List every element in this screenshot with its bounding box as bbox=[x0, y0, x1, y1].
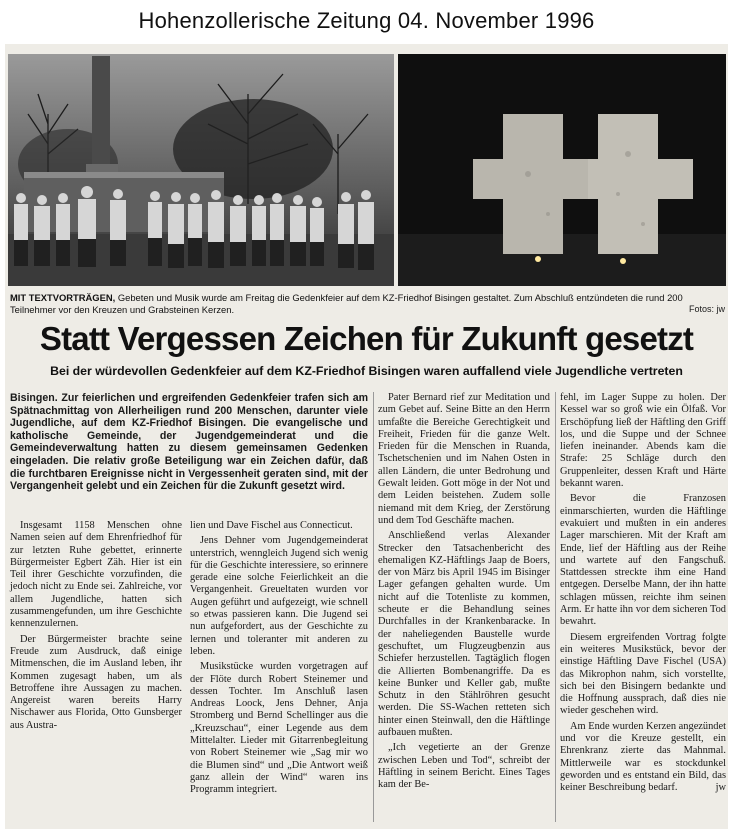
column-divider bbox=[373, 392, 374, 822]
article-subheadline: Bei der würdevollen Gedenkfeier auf dem KZ-Friedhof Bisingen waren auffallend viele Jugendliche vertreten bbox=[50, 364, 683, 378]
article-intro bbox=[10, 392, 368, 493]
intro-text: Zur feierlichen und ergreifenden Gedenkfeier trafen sich am Spätnachmittag von Allerheiligen rund 200 Menschen, darunter viele Jugendliche, auf dem KZ-Friedhof Bisingen. Die evangelische und katholische Gemeinde, der Jugendgemeinderat und die Gemeindeverwaltung hatten zu diesem gemeinsamen Gedenken eingeladen. Die relativ große Beteiligung war ein Zeichen dafür, daß die furchtbaren Ereignisse nicht in Vergessenheit geraten sind, mit der Vergangenheit gelebt und ein Zeichen für die Zukunft gesetzt wird. bbox=[10, 392, 368, 493]
paragraph: Diesem ergreifenden Vortrag folgte ein weiteres Musikstück, bevor der einstige Häftling Dave Fischel (USA) das Mikrophon nahm, sich vorstellte, sich bei den Bisingern bedankte und die Hoffnung aussprach, daß dies nie wieder geschehen wird. bbox=[560, 631, 726, 717]
paragraph-text: Am Ende wurden Kerzen angezündet und vor die Kreuze gestellt, ein Ehrenkranz zierte das Mahnmal. Mittlerweile war es stockdunkel geworden und es entstand ein Bild, das keiner Beschreibung bedarf. bbox=[560, 720, 726, 794]
photo-memorial-crowd bbox=[8, 54, 394, 286]
paragraph: Bevor die Franzosen einmarschierten, wurden die Häftlinge evakuiert und mußten in ein anderes Lager marschieren. Mit der Kraft am Ende, lief der Häftling aus der Reihe und wartete auf den Fangschuß. Stattdessen streckte ihm eine Hand entgegen. Derselbe Mann, der ihn hatte schlagen müssen, reichte ihm seinen Arm. Er hatte ihn vor dem sicheren Tod bewahrt. bbox=[560, 493, 726, 628]
paragraph: fehl, im Lager Suppe zu holen. Der Kessel war so groß wie ein Ölfaß. Vor Erschöpfung ließ der Häftling den Griff los, und die Suppe und der Schnee liefen ineinander. Abends kam die Strafe: 25 Schläge durch den Gruppenleiter, dessen Kraft und Härte bekannt waren. bbox=[560, 392, 726, 490]
author-sign: jw bbox=[715, 782, 726, 794]
paragraph bbox=[560, 721, 726, 795]
dateline: Bisingen. bbox=[10, 392, 58, 404]
photo-caption bbox=[10, 292, 724, 315]
column-1 bbox=[10, 520, 182, 735]
photo-credit: Fotos: jw bbox=[688, 304, 725, 314]
column-3 bbox=[378, 392, 550, 795]
paragraph: Der Bürgermeister brachte seine Freude zum Ausdruck, daß einige Mitmenschen, die im Ausland leben, ihr Kommen zugesagt haben, um als Betroffene ihre Aussagen zu machen. Angereist waren bereits Harry Nischawer aus Florida, Otto Gunsberger aus Austra- bbox=[10, 633, 182, 731]
paragraph: Insgesamt 1158 Menschen ohne Namen seien auf dem Ehrenfriedhof für zur letzten Ruhe gebettet, erinnerte Bürgermeister Egbert Zäh. Hier ist ein Teil ihrer Geschichte vorzufinden, die jedoch nicht zu Ende sei. Zahlreiche, vor allem Jugendliche, hatten sich zusammengefunden, um ihre Geschichte kennenzulernen. bbox=[10, 520, 182, 630]
column-divider bbox=[555, 392, 556, 822]
column-2 bbox=[190, 520, 368, 800]
article-headline: Statt Vergessen Zeichen für Zukunft gesetzt bbox=[39, 320, 694, 357]
paragraph: lien und Dave Fischel aus Connecticut. bbox=[190, 520, 353, 531]
paragraph: Anschließend verlas Alexander Strecker den Tatsachenbericht des ehemaligen KZ-Häftlings Jaap de Boers, der von März bis April 1945 im Bisinger Lager gefangen gehalten wurde. Um nicht auf die Totenliste zu kommen, scheute er die Behandlung seines Durchfalles in der Krankenbaracke. In der naheliegenden Baustelle wurde geschuftet, um Flugzeugbenzin aus Schiefer herzustellen. Tagtäglich flogen die Allierten Bombenangriffe. Da es keine Bunker und Keller gab, mußte Schutz in den Stählröhren gesucht werden. Die SS-Wachen retteten sich hinter einen Steinwall, den die Häftlinge aufbauen mußten. bbox=[378, 530, 550, 739]
paragraph: „Ich vegetierte an der Grenze zwischen Leben und Tod“, schreibt der Häftling in seinem Bericht. Eines Tages kam der Be- bbox=[378, 742, 550, 791]
paragraph: Jens Dehner vom Jugendgemeinderat unterstrich, wenngleich Jugend sich wenig für die Geschichte interessiere, so erinnere gerade eine solche Feierlichkeit an die Vergangenheit. Greueltaten wurden vor Augen geführt und aufgezeigt, wie schnell so etwas passieren kann. Die Jugend sei nun aufgefordert, aus der Geschichte zu lernen und toleranter mit anderen zu leben. bbox=[190, 535, 368, 657]
caption-text: Gebeten und Musik wurde am Freitag die Gedenkfeier auf dem KZ-Friedhof Bisingen gestaltet. Zum Abschluß entzündeten die rund 200 Teilnehmer vor den Kreuzen und Grabsteinen Kerzen. bbox=[10, 292, 683, 315]
photo-stone-crosses bbox=[398, 54, 726, 286]
caption-lead: MIT TEXTVORTRÄGEN, bbox=[10, 292, 116, 303]
column-4 bbox=[560, 392, 726, 798]
paragraph: Pater Bernard rief zur Meditation und zum Gebet auf. Seine Bitte an den Herrn umfaßte die Bereiche Gerechtigkeit und Freiheit, Frieden für die ganze Welt. Frieden für die Menschen in Ruanda, Tschetschenien und im Nahen Osten in allen Ländern, die unter Bedrohung und Gewalt leiden. Gott möge in der Not und dem Leiden beistehen. Zudem solle niemand mit dem Krieg, der Zerstörung und dem Tod Geschäfte machen. bbox=[378, 392, 550, 526]
page-header: Hohenzollerische Zeitung 04. November 1996 bbox=[138, 8, 595, 33]
paragraph: Musikstücke wurden vorgetragen auf der Flöte durch Robert Steinemer und dessen Tochter. Im Anschluß lasen Andreas Loock, Jens Dehner, Anja Stromberg und Bernd Schellinger aus die „Kreuzschau“, einer Legende aus dem Mittelalter. Lieder mit Gitarrenbegleitung von Robert Steinemer wie „Sag mir wo die Blumen sind“ und „Die Antwort weiß ganz allein der Wind“ waren ins Programm integriert. bbox=[190, 661, 368, 796]
